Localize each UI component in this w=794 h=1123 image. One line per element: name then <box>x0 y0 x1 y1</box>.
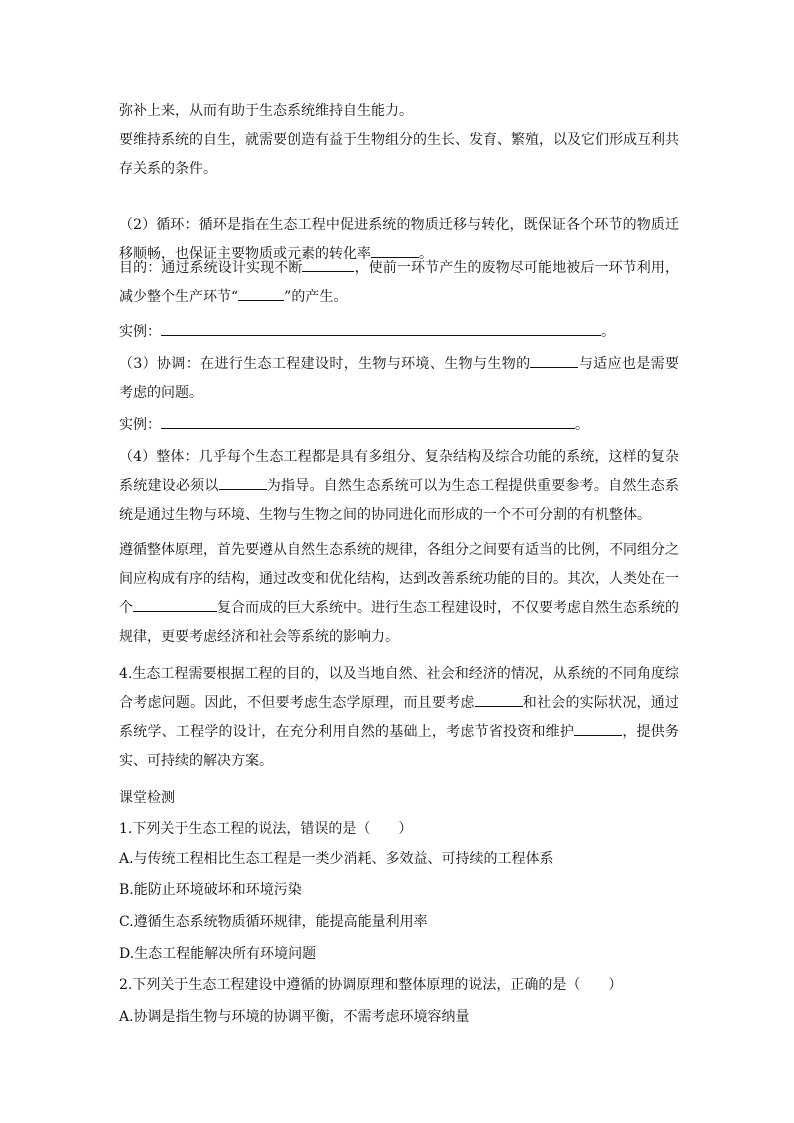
example-line <box>119 318 679 347</box>
example-label: 实例： <box>119 417 161 433</box>
text-span: ，提供务实、可持续的解决方案。 <box>119 724 679 769</box>
text-span: 复合而成的巨大系统中。进行生态工程建设时，不仅要考虑自然生态系统的规律，更要考虑经济和社会等系统的影响力。 <box>119 600 679 645</box>
text-span: ”的产生。 <box>284 289 348 305</box>
text-span: 2.下列关于生态工程建设中遵循的协调原理和整体原理的说法，正确的是（ ） <box>119 977 623 993</box>
text-span: C.遵循生态系统物质循环规律，能提高能量利用率 <box>119 914 428 930</box>
question-1-option-d[interactable] <box>119 940 679 969</box>
paragraph-autonomy <box>119 126 679 184</box>
text-line <box>119 97 679 126</box>
text-span: 。 <box>601 324 615 340</box>
text-span: （2）循环：循环是指在生态工程中促进系统的物质迁移与转化，既保证各个环节的物质迁移顺畅，也保证主要物质或元素的转化率 <box>119 217 679 262</box>
text-span: ，使前一环节产生的废物尽可能地被后一环节利用，减少整个生产环节“ <box>119 260 680 305</box>
fill-blank[interactable] <box>475 692 523 707</box>
text-span: 遵循整体原理，首先要遵从自然生态系统的规律，各组分之间要有适当的比例，不同组分之间应构成有序的结构，通过改变和优化结构，达到改善系统功能的目的。其次，人类处在一个 <box>119 542 679 616</box>
paragraph-whole <box>119 443 679 530</box>
text-span: 为指导。自然生态系统可以为生态工程提供重要参考。自然生态系统是通过生物与环境、生物与生物之间的协同进化而形成的一个不可分割的有机整体。 <box>119 478 680 523</box>
text-span: 要维持系统的自生，就需要创造有益于生物组分的生长、发育、繁殖，以及它们形成互利共存关系的条件。 <box>119 132 679 177</box>
question-1-option-b[interactable] <box>119 876 679 905</box>
text-span: A.与传统工程相比生态工程是一类少消耗、多效益、可持续的工程体系 <box>119 851 554 867</box>
paragraph-coordination <box>119 350 679 408</box>
question-1-option-c[interactable] <box>119 908 679 937</box>
text-span: D.生态工程能解决所有环境问题 <box>119 946 317 962</box>
paragraph-purpose <box>119 254 679 312</box>
text-span: （4）整体：几乎每个生态工程都是具有多组分、复杂结构及综合功能的系统，这样的复杂系统建设必须以 <box>119 449 679 494</box>
text-span: 和社会的实际状况，通过系统学、工程学的设计，在充分利用自然的基础上，考虑节省投资和维护 <box>119 695 680 740</box>
fill-blank[interactable] <box>133 597 217 612</box>
text-span: B.能防止环境破坏和环境污染 <box>119 882 302 898</box>
text-span: （3）协调：在进行生态工程建设时，生物与环境、生物与生物的 <box>119 356 531 372</box>
fill-blank[interactable] <box>302 257 354 272</box>
text-span: 课堂检测 <box>119 790 175 806</box>
fill-blank[interactable] <box>574 721 622 736</box>
fill-blank[interactable] <box>161 414 575 429</box>
fill-blank[interactable] <box>161 321 601 336</box>
example-line <box>119 411 679 440</box>
fill-blank[interactable] <box>219 475 267 490</box>
question-1-option-a[interactable] <box>119 845 679 874</box>
text-span: 弥补上来，从而有助于生态系统维持自生能力。 <box>119 103 413 119</box>
paragraph-follow <box>119 536 679 652</box>
text-span: 4.生态工程需要根据工程的目的，以及当地自然、社会和经济的情况，从系统的不同角度综合考虑问题。因此，不但要考虑生态学原理，而且要考虑 <box>119 666 679 711</box>
text-span: 1.下列关于生态工程的说法，错误的是（ ） <box>119 821 413 837</box>
fill-blank[interactable] <box>530 353 578 368</box>
text-span: A.协调是指生物与环境的协调平衡，不需考虑环境容纳量 <box>119 1009 470 1025</box>
paragraph-item4 <box>119 660 679 776</box>
question-1 <box>119 815 679 844</box>
text-span: 目的：通过系统设计实现不断 <box>119 260 303 276</box>
example-label: 实例： <box>119 324 161 340</box>
text-span: 。 <box>575 417 589 433</box>
fill-blank[interactable] <box>238 286 284 301</box>
text-span: 。 <box>419 246 433 262</box>
question-2 <box>119 971 679 1000</box>
question-2-option-a[interactable] <box>119 1003 679 1032</box>
text-span: 与适应也是需要考虑的问题。 <box>119 356 679 401</box>
section-title <box>119 784 679 813</box>
